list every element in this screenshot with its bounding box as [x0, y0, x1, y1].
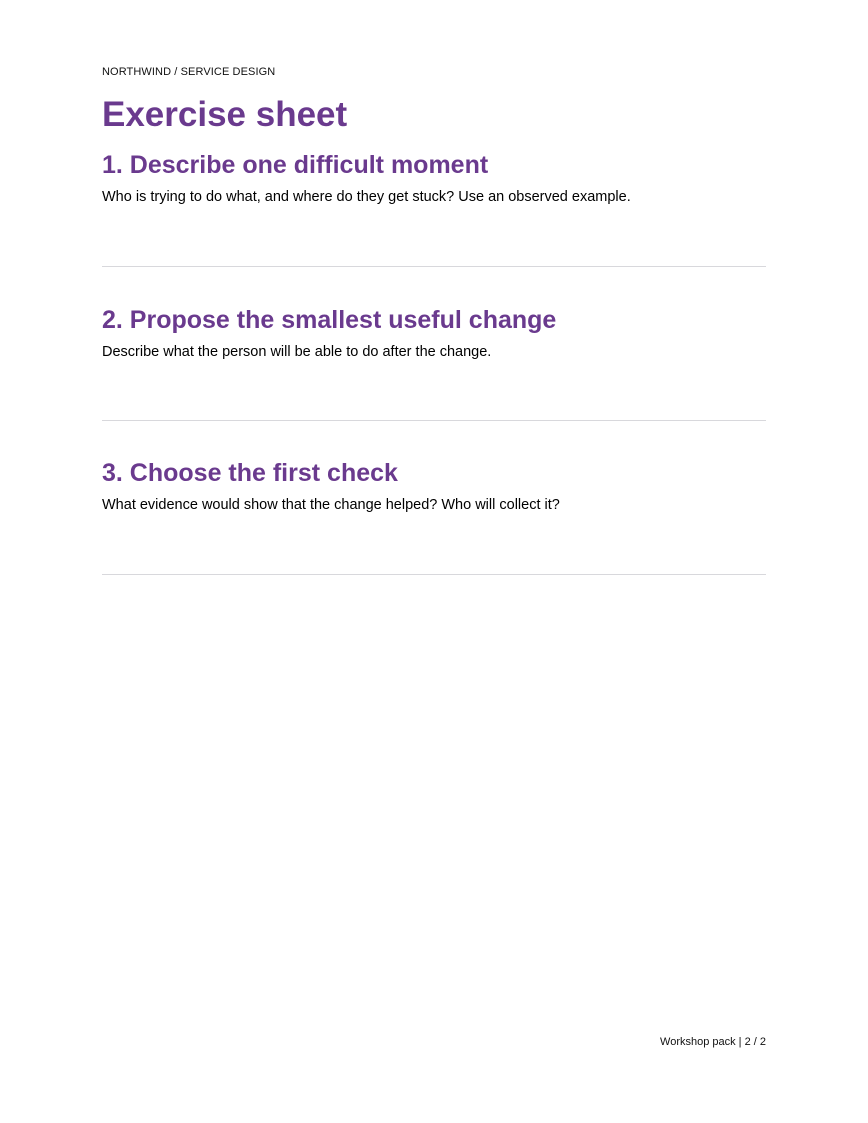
section-heading: 3. Choose the first check: [102, 459, 398, 487]
section-heading: 1. Describe one difficult moment: [102, 151, 489, 179]
exercise-section-2: [102, 305, 766, 361]
page-title: Exercise sheet: [102, 95, 348, 134]
page-footer: Workshop pack | 2 / 2: [660, 1036, 766, 1048]
section-prompt: Describe what the person will be able to do after the change.: [102, 344, 492, 360]
document-page: [102, 0, 766, 1123]
breadcrumb: NORTHWIND / SERVICE DESIGN: [102, 66, 276, 78]
section-heading: 2. Propose the smallest useful change: [102, 306, 557, 334]
section-prompt: What evidence would show that the change helped? Who will collect it?: [102, 497, 560, 513]
answer-divider: [102, 266, 766, 267]
section-prompt: Who is trying to do what, and where do they get stuck? Use an observed example.: [102, 189, 631, 205]
answer-divider: [102, 574, 766, 575]
exercise-section-1: [102, 150, 766, 206]
exercise-section-3: [102, 458, 766, 514]
answer-divider: [102, 420, 766, 421]
